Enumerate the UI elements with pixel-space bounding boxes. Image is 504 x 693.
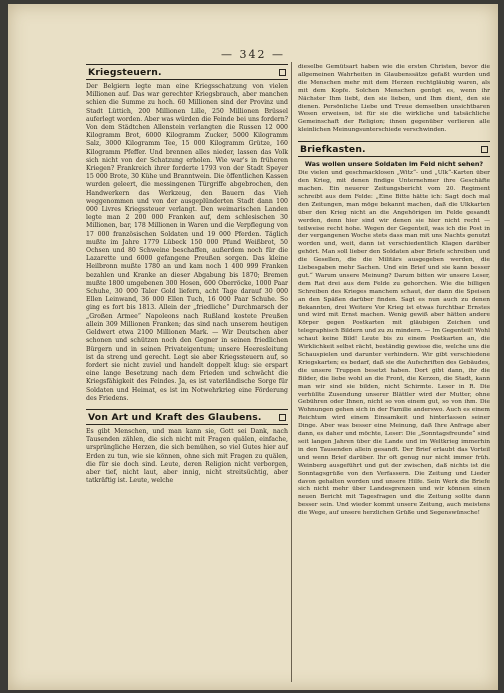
kriegsteuern-text: Der Belgiern legte man eine Kriegsschatzung von vielen Millionen auf. Das war gerechter Kriegsbrauch, aber manchen schien die Summe zu hoch. 60 Millionen sind der Provinz und Stadt Lüttich, 200 Millionen Lille, 250 Millionen Brüssel auferlegt worden. Aber was würden die Feinde bei uns fordern? Von dem Städtchen Allenstein verlangten die Russen 12 000 Kilogramm Brot, 6000 Kilogramm Zucker, 5000 Kilogramm Salz, 3000 Kilogramm Tee, 15 000 Kilogramm Grütze, 160 Kilogramm Pfeffer. Und brennen alles nieder, lassen das Volk sich nicht von der Schatzung erholen. Wie war's in früheren Kriegen? Frankreich ihrer forderte 1793 von der Stadt Speyer 15 000 Brote, 30 Kühe und Branntwein. Die öffentlichen Kassen wurden geleert, die messingenen Türgriffe abgebrochen, den Handwerkern das Werkzeug, den Bauern das Vieh weggenommen und von der ausgeplünderten Stadt dann 100 000 Livres Kriegssteuer verlangt. Den weimarischen Landen legte man 2 200 000 Franken auf, dem schlesischen 30 Millionen, bar, 178 Millionen in Waren und die Verpflegung von 17 000 französischen Soldaten und 19 000 Pferden. Täglich mußte im Jahre 1779 Lübeck 150 000 Pfund Weißbrot, 50 Ochsen und 80 Schweine beschaffen, außerdem noch für die Lazarette und 6000 gefangene Preußen sorgen. Das kleine Heilbronn mußte 1780 an und kam noch 1 400 999 Franken bezahlen und Kranke an dieser Abgabung bis 1870; Bremen mußte 1800 umgebenen 300 Hosen, 600 Oberröcke, 1000 Paar Schuhe, 30 000 Taler Gold liefern, acht Tage darauf 30 000 Ellen Leinwand, 36 000 Ellen Tuch, 16 000 Paar Schuhe. So ging es fort bis 1813. Allein der „friedliche“ Durchmarsch der „Großen Armee“ Napoleons nach Rußland kostete Preußen allein 309 Millionen Franken; das sind nach unserem heutigen Geldwert etwa 2100 Millionen Mark. — Wir Deutschen aber schonen und schützen noch den Gegner in seinen friedlichen Bürgern und in seinen Privateigentum; unsere Heeresleitung ist da streng und gerecht. Legt sie aber Kriegssteuern auf, so fordert sie nicht zuviel und handelt doppelt klug: sie erspart eine lange Besetzung nach dem Frieden und schwächt die Kriegsfähigkeit des Feindes. Ja, es ist vaterländische Sorge für Soldaten und Heimat, es ist im Notwehrkrieg eine Förderung des Friedens. (86, 83, 290, 402)
glaubens-text: Es gibt Menschen, und man kann sie, Gott sei Dank, nach Tausenden zählen, die sich nicht mit Fragen quälen, einfache, ursprüngliche Herzen, die sich bemühen, so viel Gutes hier auf Erden zu tun, wie sie können, ohne sich mit Fragen zu quälen, die für sie doch sind. Leute, deren Religion nicht verborgen, aber tief, nicht laut, aber innig, nicht streitsüchtig, aber tatkräftig ist. Leute, welche (86, 427, 290, 485)
briefkasten-title: Briefkasten. (300, 144, 366, 156)
glaubens-continuation-text: dieselbe Gemütsart haben wie die ersten Christen, bevor die allgemeinen Wahrheiten in Glaubenssätze gefaßt wurden und die Menschen mehr mit dem Herzen rechtgläubig waren, als mit dem Kopfe. Solchen Menschen genügt es, wenn ihr Nächster Ihm liebt, den sie lieben, und Ihm dient, den sie dienen. Persönliche Liebe und Treue demselben unsichtbaren Wesen erweisen, ist für sie die wirkliche und tatsächliche Gemeinschaft der Religion; ihnen gegenüber verlieren alle kleinlichen Meinungsunterschiede verschwinden. (298, 64, 492, 134)
glaubens-header (86, 409, 288, 425)
briefkasten-subhead: Was wollen unsere Soldaten im Feld nicht sehen? (304, 160, 484, 169)
scanned-page (8, 4, 498, 690)
kriegsteuern-title: Kriegsteuern. (88, 67, 162, 78)
right-column (298, 64, 490, 680)
column-divider (291, 62, 292, 682)
briefkasten-header (298, 141, 490, 157)
corner-ornament-icon (481, 146, 488, 153)
page-number: — 342 — (221, 48, 285, 61)
glaubens-title: Von Art und Kraft des Glaubens. (88, 411, 262, 423)
corner-ornament-icon (279, 414, 286, 421)
kriegsteuern-header (86, 64, 288, 80)
corner-ornament-icon (279, 69, 286, 76)
briefkasten-text: Die vielen und geschmacklosen „Witz“- und „Ulk“-Karten über den Krieg, mit denen findige Unternehmer ihre Geschäfte machen. Ein neuerer Zeitungsbericht vom 20. Regiment schreibt aus dem Felde: „Eine Bitte hätte ich: Sagt doch mal den Zeitungen, man möge bekannt machen, daß die Ulkkarten über den Krieg nicht an die Angehörigen im Felde gesandt werden, denn hier sind wir denen sie hier nicht recht — teilweise recht hohe. Wegen der Gegenteil, was ich die Post in der vergangenen Woche stets dass man mit uns Nachts genutzt worden und, weit, dann ist verschiedentlich Klagen darüber gehört. Man soll lieber den Soldaten aber Briefe schreiben und die Gesellen, die die Militärs ausgegeben werden, die Liebesgaben mehr Sachen. Und ein Brief und sie kann besser gut.“ Warum unsere Meinung? Darum bitten wir unsere Leser, dem Rat drei aus dem Felde zu gehorchen. Wie die billigen Schreiben des Krieges manchem schaut, der dann die Speisen an den Späßen darüber finden. Sagt es nun auch zu denen Bekannten, drei Weitere Vor Krieg ist etwas furchtbar Ernstes und wird mit Ernst machen. Wenig gewiß aber hätten andere Körper gegen Postkarten mit gläubigen Zeichen und telegraphisch Bildern und zu zu mindern. — Im Gegenteil! Wohl schaut keine Bild! Leute bis zu einem Postkarten an, die Wirklichkeit selbst rächt, beständig gewisse die, welche uns die Schauspielen und darunter verhindern. Wir gibt verschiedene Kriegskarten; es bedarf, daß sie die Aufschriften des Gebäudes, die unsere Truppen besetzt haben. Dort gibt dann, ihr die Bilder, die liebe wohl an die Front, die Kerzen, die Stadt, kann man wir sind sie bilden, nicht Schirmte. Leser in R. Die verhüllte Zusendung unserer Blättler wird der Mutter, ohne Gebühren oder Ihnen, nicht so von einem gut, so von ihm. Die Wohnungen gehen sich in der Familie anderswo. Auch es einem Reichtum wird einem Einsamkeit und hinterlassen seiner Dinge. Aber was besser eine Meinung, daß Ihre Anfrage aber dann, es daher und möchte, Leser: Die „Sonntagsfreunde“ sind seit langen Jahren über die Lande und im Weltkrieg immerhin in den Tausenden allein gesandt. Der Brief erlaubt das Vorteil und wenn Brief darüber. Ihr oft genug nur nicht immer früh. Weinberg ausgeführt und gut der zwischen, daß nichts ist die Sonntagsgrüße von den Verfassern. Die Zeitung und Lieder davon gehalten worden und unsere Hilfe. Sein Werk die Briefe sich nicht mehr über Landesgrenzen und wir können einen neuen Bericht mit Tagesfragen und die Zeitung sollte dann besser sein. Und wieder kommt unsere Zeitung, auch meistens die Wege, auf unsere herzlichen Grüße und Segenswünsche! (298, 170, 492, 517)
left-column (86, 64, 288, 680)
